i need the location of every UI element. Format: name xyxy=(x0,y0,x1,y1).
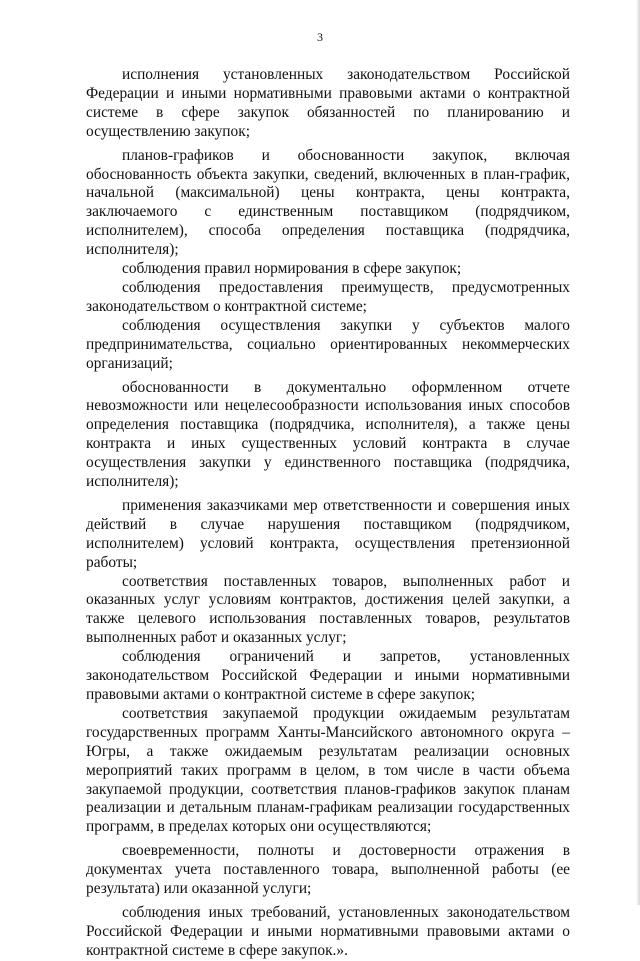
paragraph-11: своевременности, полноты и достоверности отражения в документах учета поставленного товара, выполненной работы (ее результата) или оказанной услуги; xyxy=(86,842,570,898)
paragraph-6: обоснованности в документально оформленном отчете невозможности или нецелесообразности использования иных способов определения поставщика (подрядчика, исполнителя), а также цены контракта и иных существенных условий контракта в случае осуществления закупки у единственного поставщика (подрядчика, исполнителя); xyxy=(86,378,570,491)
paragraph-4: соблюдения предоставления преимуществ, предусмотренных законодательством о контрактной системе; xyxy=(86,278,570,315)
paragraph-5: соблюдения осуществления закупки у субъектов малого предпринимательства, социально ориентированных некоммерческих организаций; xyxy=(86,316,570,372)
page-edge-shadow xyxy=(636,0,640,905)
document-body xyxy=(86,66,570,961)
paragraph-3: соблюдения правил нормирования в сфере закупок; xyxy=(122,260,462,278)
paragraph-10: соответствия закупаемой продукции ожидаемым результатам государственных программ Ханты-Мансийского автономного округа – Югры, а также ожидаемым результатам реализации основных мероприятий таких программ в целом, в том числе в части объема закупаемой продукции, соответствия планов-графиков закупок планам реализации и детальным планам-графикам реализации государственных программ, в пределах которых они осуществляются; xyxy=(86,704,570,836)
paragraph-12: соблюдения иных требований, установленных законодательством Российской Федерации и иными нормативными правовыми актами о контрактной системе в сфере закупок.». xyxy=(86,903,570,959)
paragraph-1: исполнения установленных законодательством Российской Федерации и иными нормативными правовыми актами о контрактной системе в сфере закупок обязанностей по планированию и осуществлению закупок; xyxy=(86,66,570,140)
paragraph-8: соответствия поставленных товаров, выполненных работ и оказанных услуг условиям контрактов, достижения целей закупки, а также целевого использования поставленных товаров, результатов выполненных работ и оказанных услуг; xyxy=(86,572,570,647)
paragraph-2: планов-графиков и обоснованности закупок, включая обоснованность объекта закупки, сведений, включенных в план-график, начальной (максимальной) цены контракта, цены контракта, заключаемого с единственным поставщиком (подрядчиком, исполнителем), способа определения поставщика (подрядчика, исполнителя); xyxy=(86,146,570,259)
paragraph-7: применения заказчиками мер ответственности и совершения иных действий в случае нарушения поставщиком (подрядчиком, исполнителем) условий контракта, осуществления претензионной работы; xyxy=(86,496,570,571)
page-number: 3 xyxy=(317,30,323,44)
paragraph-9: соблюдения ограничений и запретов, установленных законодательством Российской Федерации и иными нормативными правовыми актами о контрактной системе в сфере закупок; xyxy=(86,648,570,703)
